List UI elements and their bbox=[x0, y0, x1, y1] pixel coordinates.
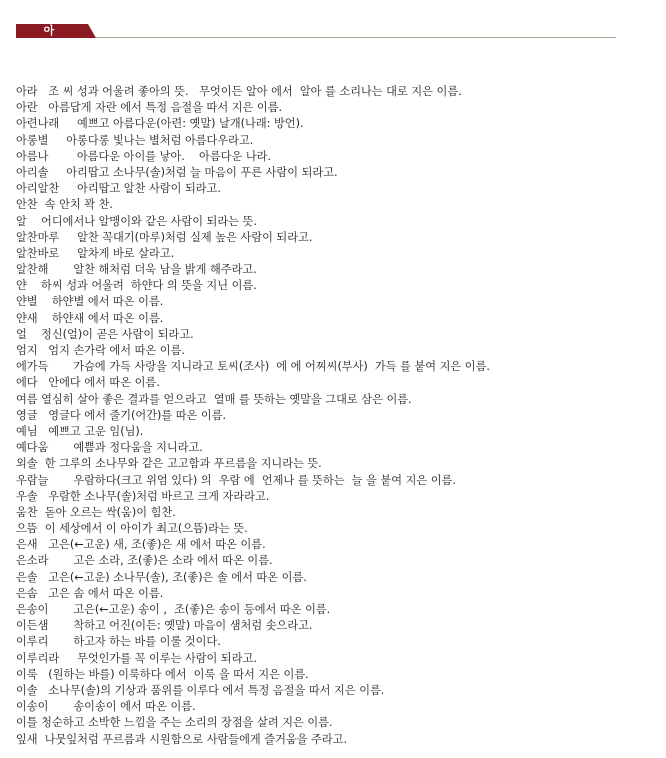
list-item: 은소라 고은 소라, 조(좋)은 소라 에서 따온 이름. bbox=[16, 554, 273, 568]
list-item: 이루리 하고자 하는 바를 이룰 것이다. bbox=[16, 635, 221, 649]
list-item: 아리솔 아리땁고 소나무(솔)처럼 늘 마음이 푸른 사람이 되라고. bbox=[16, 165, 338, 179]
list-item: 이루리라 무엇인가를 꼭 이루는 사람이 되라고. bbox=[16, 651, 257, 665]
list-item: 아리알찬 아리땁고 알찬 사람이 되라고. bbox=[16, 182, 221, 196]
name-entry-list bbox=[16, 84, 656, 748]
list-item: 은솜 고은 솜 에서 따온 이름. bbox=[16, 586, 164, 600]
list-item: 은송이 고은(←고운) 송이 , 조(좋)은 송이 등에서 따온 이름. bbox=[16, 603, 331, 616]
list-item: 아름나 아름다운 아이를 낳아. 아름다운 나라. bbox=[16, 149, 271, 163]
list-item: 움찬 돋아 오르는 싹(움)이 힘찬. bbox=[16, 505, 176, 519]
list-item: 이틀 청순하고 소박한 느낌을 주는 소리의 장점을 살려 지은 이름. bbox=[16, 716, 333, 730]
section-header bbox=[16, 24, 616, 39]
list-item: 우솔 우람한 소나무(솔)처럼 바르고 크게 자라라고. bbox=[16, 489, 270, 503]
list-item: 여름 열심히 살아 좋은 결과를 얻으라고 열매 를 뜻하는 옛말을 그대로 삼은 이름. bbox=[16, 392, 412, 406]
list-item: 예다움 예쁨과 정다움을 지니라고. bbox=[16, 441, 203, 455]
list-item: 아란 아름답게 자란 에서 특정 음절을 따서 지은 이름. bbox=[16, 101, 283, 115]
list-item: 알찬해 알찬 해처럼 더욱 남을 밝게 해주라고. bbox=[16, 263, 257, 277]
list-item: 얀 하씨 성과 어울려 하얀다 의 뜻을 지닌 이름. bbox=[16, 279, 257, 293]
list-item: 이든샘 착하고 어진(이든: 옛말) 마음이 샘처럼 솟으라고. bbox=[16, 619, 313, 633]
list-item: 아련나래 예쁘고 아름다운(아련: 옛말) 날개(나래: 방언). bbox=[16, 117, 304, 131]
list-item: 아라 조 씨 성과 어울려 좋아의 뜻. 무엇이든 알아 에서 알아 를 소리나는 대로 지은 이름. bbox=[16, 85, 462, 98]
list-item: 알찬마루 알찬 꼭대기(마루)처럼 실제 높은 사람이 되라고. bbox=[16, 230, 313, 244]
list-item: 엄지 엄지 손가락 에서 따온 이름. bbox=[16, 344, 185, 357]
section-tab-label: 아 bbox=[43, 24, 55, 37]
list-item: 잎새 나뭇잎처럼 푸르름과 시원함으로 사람들에게 즐거움을 주라고. bbox=[16, 732, 348, 746]
list-item: 에가득 가슴에 가득 사랑을 지니라고 토씨(조사) 에 에 어찌씨(부사) 가득 를 붙여 지은 이름. bbox=[16, 360, 490, 374]
list-item: 알 어디에서나 알맹이와 같은 사람이 되라는 뜻. bbox=[16, 214, 257, 228]
list-item: 우람늘 우람하다(크고 위엄 있다) 의 우람 에 언제나 를 뜻하는 늘 을 붙여 지은 이름. bbox=[16, 473, 456, 487]
list-item: 안찬 속 안치 꽉 찬. bbox=[16, 198, 113, 212]
list-item: 얼 정신(얼)이 곧은 사람이 되라고. bbox=[16, 327, 194, 341]
list-item: 이룩 (원하는 바를) 이룩하다 에서 이룩 을 따서 지은 이름. bbox=[16, 667, 309, 681]
list-item: 알찬바로 알차게 바로 살라고. bbox=[16, 246, 175, 260]
list-item: 아롱별 아롱다롱 빛나는 별처럼 아름다우라고. bbox=[16, 133, 254, 147]
list-item: 얀새 하얀새 에서 따온 이름. bbox=[16, 311, 164, 325]
list-item: 은새 고은(←고운) 새, 조(좋)은 새 에서 따온 이름. bbox=[16, 538, 266, 552]
list-item: 이솔 소나무(솔)의 기상과 품위를 이루다 에서 특정 음절을 따서 지은 이름. bbox=[16, 683, 385, 697]
header-divider bbox=[96, 37, 616, 38]
list-item: 으뜸 이 세상에서 이 아이가 최고(으뜸)라는 뜻. bbox=[16, 522, 248, 536]
list-item: 예님 예쁘고 고운 임(님). bbox=[16, 424, 144, 438]
list-item: 이송이 송이송이 에서 따온 이름. bbox=[16, 700, 196, 714]
list-item: 외솔 한 그루의 소나무와 같은 고고함과 푸르름을 지니라는 뜻. bbox=[16, 457, 322, 471]
list-item: 얀별 하얀별 에서 따온 이름. bbox=[16, 295, 164, 309]
list-item: 에다 안에다 에서 따온 이름. bbox=[16, 376, 160, 390]
list-item: 은솔 고은(←고운) 소나무(솔), 조(좋)은 솔 에서 따온 이름. bbox=[16, 570, 307, 584]
list-item: 영글 영글다 에서 줄기(어간)를 따온 이름. bbox=[16, 408, 227, 422]
